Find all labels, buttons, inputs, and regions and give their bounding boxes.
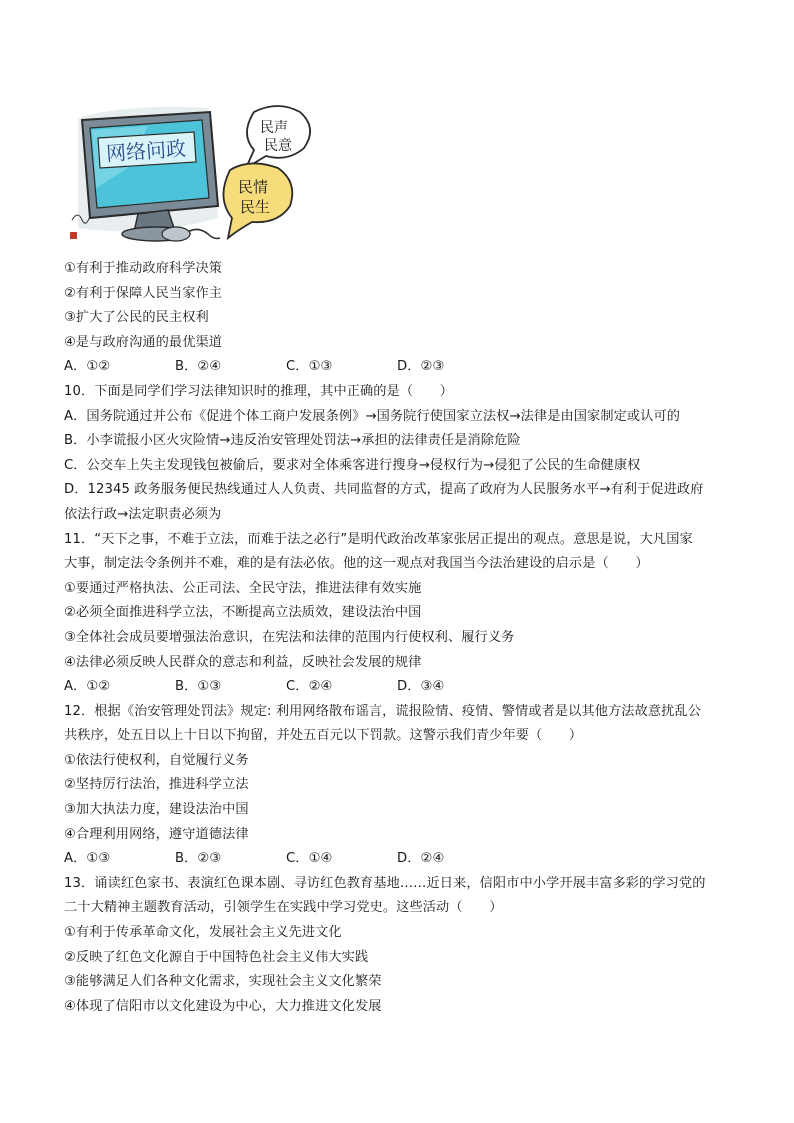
- q12-item-4: ④合理利用网络，遵守道德法律: [64, 826, 249, 842]
- bubble-2-text: 民情 民生: [238, 178, 271, 216]
- q12-stem-2: 共秩序，处五日以上十日以下拘留，并处五百元以下罚款。这警示我们青少年要（ ）: [64, 728, 583, 744]
- q12-item-3: ③加大执法力度，建设法治中国: [64, 802, 249, 818]
- q11-item-3: ③全体社会成员要增强法治意识，在宪法和法律的范围内行使权利、履行义务: [64, 629, 515, 645]
- q11-item-4: ④法律必须反映人民群众的意志和利益，反映社会发展的规律: [64, 654, 422, 670]
- q12-option-d: D．②④: [397, 851, 445, 867]
- q11-option-a: A．①②: [64, 679, 111, 695]
- q12-options: [64, 847, 744, 872]
- questions: [64, 257, 744, 1019]
- q13-item-3: ③能够满足人们各种文化需求，实现社会主义文化繁荣: [64, 974, 382, 990]
- q13-stem-1: 13．诵读红色家书、表演红色课本剧、寻访红色教育基地……近日来，信阳市中小学开展丰富多彩的学习党的: [64, 875, 706, 891]
- q9-item-2: ②有利于保障人民当家作主: [64, 285, 223, 301]
- q12-stem-1: 12．根据《治安管理处罚法》规定: 利用网络散布谣言，谎报险情、疫情、警情或者是以其他方法故意扰乱公: [64, 703, 702, 719]
- q11-options: [64, 675, 744, 700]
- q10-choice-b: B．小李谎报小区火灾险情→违反治安管理处罚法→承担的法律责任是消除危险: [64, 433, 521, 449]
- q10-choice-c: C．公交车上失主发现钱包被偷后，要求对全体乘客进行搜身→侵权行为→侵犯了公民的生命健康权: [64, 457, 641, 473]
- q13-item-2: ②反映了红色文化源自于中国特色社会主义伟大实践: [64, 949, 369, 965]
- q9-option-c: C．①③: [286, 359, 333, 375]
- q12-option-b: B．②③: [175, 851, 222, 867]
- q11-item-1: ①要通过严格执法、公正司法、全民守法，推进法律有效实施: [64, 580, 422, 596]
- q12-item-1: ①依法行使权利，自觉履行义务: [64, 752, 249, 768]
- q9-item-1: ①有利于推动政府科学决策: [64, 261, 223, 276]
- bubble-1-text: 民声 民意: [260, 120, 292, 154]
- q12-item-2: ②坚持厉行法治，推进科学立法: [64, 777, 249, 793]
- q11-option-b: B．①③: [175, 679, 222, 695]
- q9-option-d: D．②③: [397, 359, 445, 375]
- q9-option-b: B．②④: [175, 359, 222, 375]
- q11-stem-2: 大事，制定法令条例并不难，难的是有法必依。他的这一观点对我国当今法治建设的启示是（ ）: [64, 556, 649, 572]
- q12-option-a: A．①③: [64, 851, 111, 867]
- q13-stem-2: 二十大精神主题教育活动，引领学生在实践中学习党史。这些活动（ ）: [64, 900, 503, 916]
- q10-stem: 10．下面是同学们学习法律知识时的推理，其中正确的是（ ）: [64, 383, 454, 399]
- online-governance-cartoon: [68, 98, 326, 248]
- screen-text: 网络问政: [105, 136, 187, 166]
- q11-option-d: D．③④: [397, 679, 445, 695]
- q11-item-2: ②必须全面推进科学立法，不断提高立法质效，建设法治中国: [64, 605, 422, 621]
- q9-item-4: ④是与政府沟通的最优渠道: [64, 334, 223, 350]
- q9-options: [64, 355, 744, 380]
- q13-item-4: ④体现了信阳市以文化建设为中心，大力推进文化发展: [64, 998, 382, 1014]
- q13-item-1: ①有利于传承革命文化，发展社会主义先进文化: [64, 925, 342, 941]
- q9-item-3: ③扩大了公民的民主权利: [64, 310, 209, 326]
- q12-option-c: C．①④: [286, 851, 333, 867]
- q10-choice-d-cont: 依法行政→法定职责必须为: [64, 506, 222, 522]
- q9-option-a: A．①②: [64, 359, 111, 375]
- q10-choice-d: D．12345 政务服务便民热线通过人人负责、共同监督的方式，提高了政府为人民服务水平→有利于促进政府: [64, 482, 704, 498]
- q11-option-c: C．②④: [286, 679, 333, 695]
- q11-stem-1: 11．“天下之事，不难于立法，而难于法之必行”是明代政治改革家张居正提出的观点。意思是说，大凡国家: [64, 531, 693, 547]
- q10-choice-a: A．国务院通过并公布《促进个体工商户发展条例》→国务院行使国家立法权→法律是由国家制定或认可的: [64, 408, 681, 424]
